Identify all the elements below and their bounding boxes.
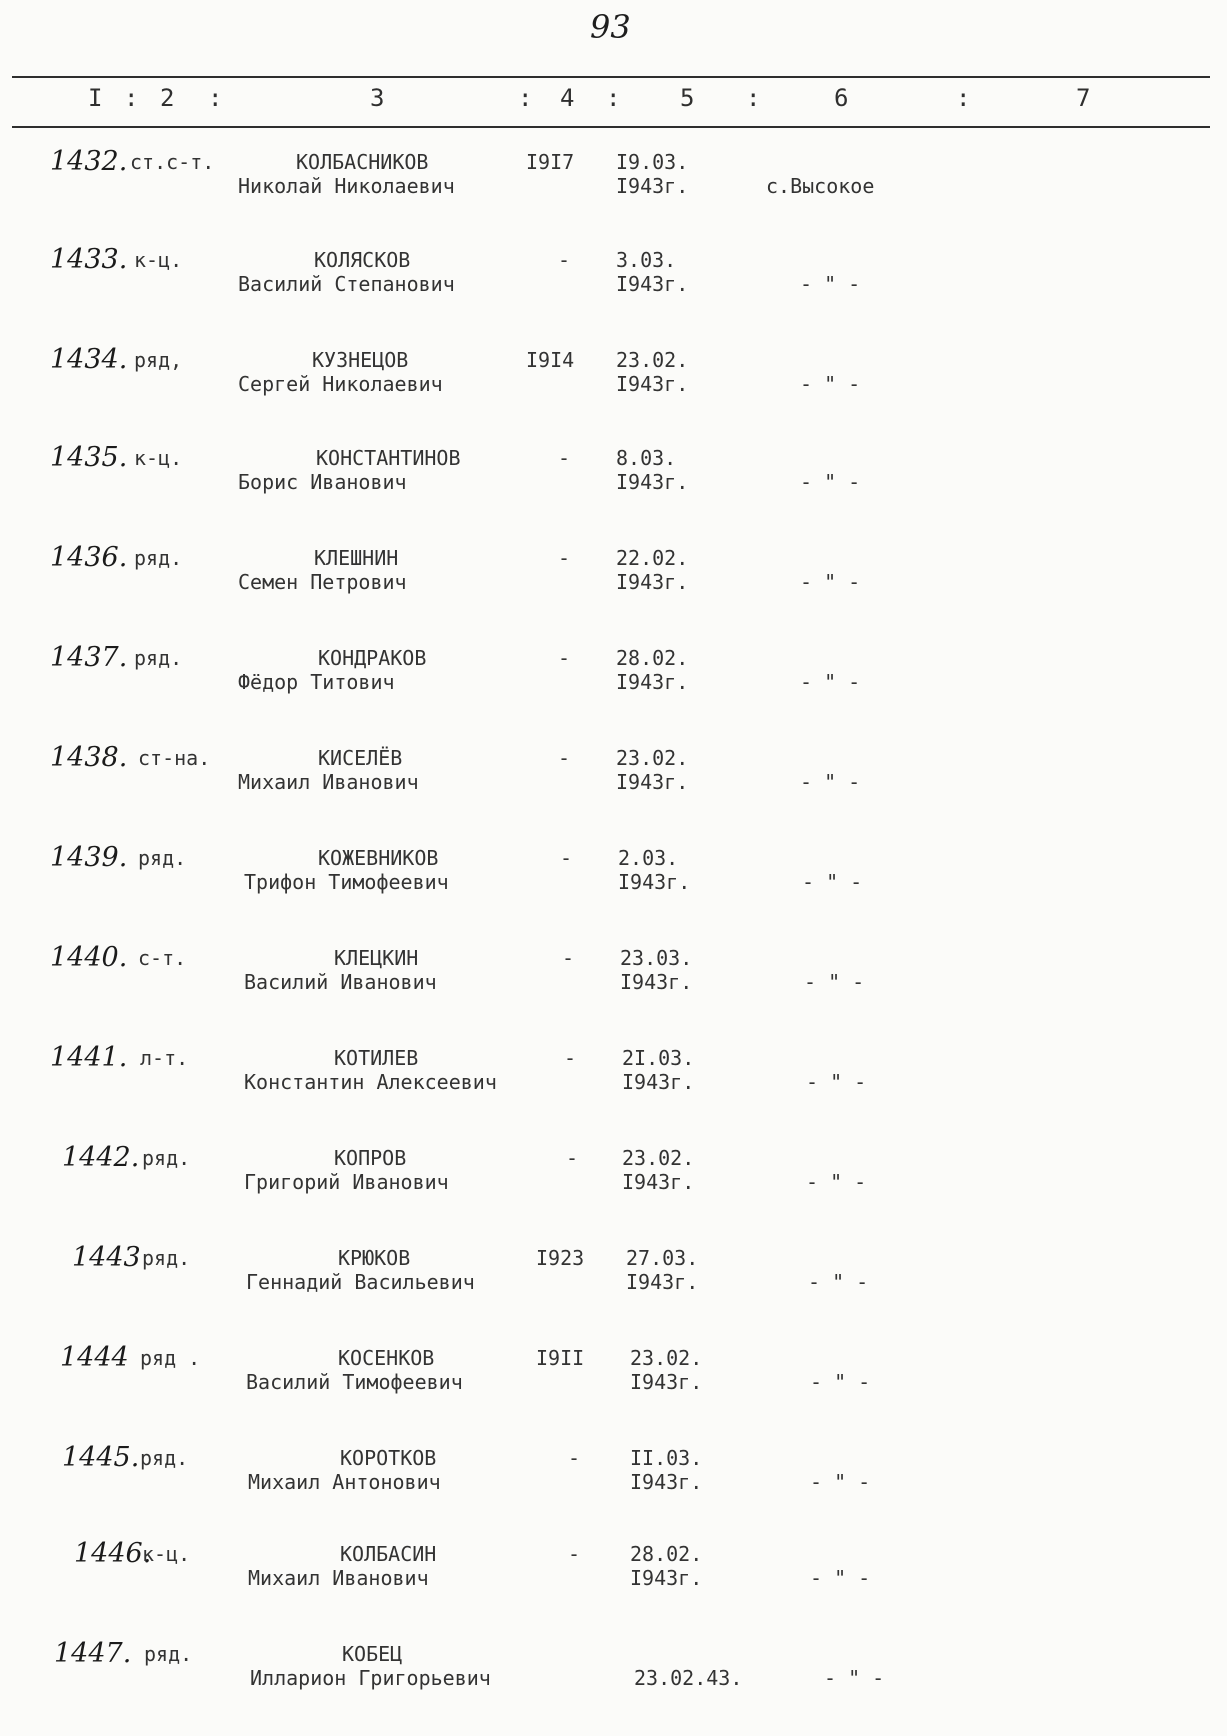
- record-place: - " -: [800, 470, 861, 494]
- header-rule-top: [12, 76, 1210, 78]
- record-rank: с-т.: [138, 946, 187, 970]
- record-place: - " -: [800, 570, 861, 594]
- record-date-day: 2I.03.: [622, 1046, 695, 1070]
- record-number: 1445.: [62, 1442, 140, 1473]
- record-birth-year: -: [568, 1446, 581, 1470]
- record-number: 1433.: [50, 244, 128, 275]
- record-birth-year: I9I7: [526, 150, 575, 174]
- col-header-sep-1: :: [124, 84, 139, 112]
- record-date-year: I943г.: [616, 770, 689, 794]
- record-rank: ряд.: [142, 1246, 191, 1270]
- col-header-sep-6: :: [956, 84, 971, 112]
- record-place: - " -: [806, 1070, 867, 1094]
- record-date-year: I943г.: [630, 1370, 703, 1394]
- record-row: [0, 1344, 1227, 1434]
- record-birth-year: I9II: [536, 1346, 585, 1370]
- record-birth-year: -: [558, 746, 571, 770]
- col-header-1: I: [88, 84, 103, 112]
- record-date-year: I943г.: [626, 1270, 699, 1294]
- record-birth-year: -: [558, 446, 571, 470]
- record-given-names: Василий Тимофеевич: [246, 1370, 463, 1394]
- record-date-day: 3.03.: [616, 248, 677, 272]
- record-number: 1442.: [62, 1142, 140, 1173]
- record-place: - " -: [804, 970, 865, 994]
- page-number: 93: [590, 8, 631, 46]
- record-date-day: 28.02.: [630, 1542, 703, 1566]
- record-number: 1432.: [50, 146, 128, 177]
- record-given-names: Семен Петрович: [238, 570, 407, 594]
- record-surname: КОТИЛЕВ: [334, 1046, 419, 1070]
- col-header-3: 3: [370, 84, 385, 112]
- record-row: [0, 1540, 1227, 1630]
- record-row: [0, 1444, 1227, 1534]
- record-row: [0, 544, 1227, 634]
- record-surname: КОЛБАСИН: [340, 1542, 437, 1566]
- record-given-names: Василий Иванович: [244, 970, 437, 994]
- record-given-names: Борис Иванович: [238, 470, 407, 494]
- record-number: 1436.: [50, 542, 128, 573]
- col-header-6: 6: [834, 84, 849, 112]
- record-date-year: I943г.: [622, 1070, 695, 1094]
- record-place: с.Высокое: [766, 174, 875, 198]
- record-rank: ряд.: [142, 1146, 191, 1170]
- record-given-names: Василий Степанович: [238, 272, 455, 296]
- record-row: [0, 148, 1227, 238]
- col-header-2: 2: [160, 84, 175, 112]
- record-given-names: Григорий Иванович: [244, 1170, 449, 1194]
- record-row: [0, 1244, 1227, 1334]
- record-birth-year: -: [558, 546, 571, 570]
- header-rule-bottom: [12, 126, 1210, 128]
- record-surname: КОЛЯСКОВ: [314, 248, 411, 272]
- record-row: [0, 644, 1227, 734]
- record-surname: КОЛБАСНИКОВ: [296, 150, 429, 174]
- record-number: 1446.: [74, 1538, 152, 1569]
- record-birth-year: I923: [536, 1246, 585, 1270]
- record-date-day: I9.03.: [616, 150, 689, 174]
- record-place: - " -: [810, 1370, 871, 1394]
- record-number: 1444: [60, 1342, 129, 1373]
- record-date-year: I943г.: [616, 470, 689, 494]
- record-date-day: 8.03.: [616, 446, 677, 470]
- record-given-names: Трифон Тимофеевич: [244, 870, 449, 894]
- record-date-year: I943г.: [616, 372, 689, 396]
- record-given-names: Михаил Иванович: [238, 770, 419, 794]
- record-row: [0, 844, 1227, 934]
- record-date-year: I943г.: [630, 1470, 703, 1494]
- record-given-names: Константин Алексеевич: [244, 1070, 497, 1094]
- record-rank: к-ц.: [142, 1542, 191, 1566]
- record-rank: л-т.: [140, 1046, 189, 1070]
- record-number: 1441.: [50, 1042, 128, 1073]
- record-given-names: Фёдор Титович: [238, 670, 395, 694]
- record-surname: КОБЕЦ: [342, 1642, 403, 1666]
- record-number: 1440.: [50, 942, 128, 973]
- record-birth-year: -: [564, 1046, 577, 1070]
- record-given-names: Михаил Антонович: [248, 1470, 441, 1494]
- record-date-day: 23.02.: [622, 1146, 695, 1170]
- record-row: [0, 1640, 1227, 1730]
- record-date-year: I943г.: [618, 870, 691, 894]
- record-place: - " -: [810, 1470, 871, 1494]
- record-surname: КЛЕЦКИН: [334, 946, 419, 970]
- record-number: 1437.: [50, 642, 128, 673]
- record-given-names: Геннадий Васильевич: [246, 1270, 475, 1294]
- record-rank: ряд.: [134, 546, 183, 570]
- record-birth-year: -: [558, 646, 571, 670]
- record-date-day: 23.03.: [620, 946, 693, 970]
- record-date-day: 23.02.: [616, 348, 689, 372]
- record-date-year: I943г.: [630, 1566, 703, 1590]
- record-surname: КУЗНЕЦОВ: [312, 348, 409, 372]
- col-header-4: 4: [560, 84, 575, 112]
- record-rank: к-ц.: [134, 248, 183, 272]
- record-rank: ст.с-т.: [130, 150, 215, 174]
- col-header-sep-3: :: [518, 84, 533, 112]
- record-date-year: I943г.: [616, 570, 689, 594]
- record-date-full: 23.02.43.: [634, 1666, 743, 1690]
- record-date-day: II.03.: [630, 1446, 703, 1470]
- record-rank: к-ц.: [134, 446, 183, 470]
- record-date-day: 23.02.: [616, 746, 689, 770]
- col-header-7: 7: [1076, 84, 1091, 112]
- record-date-day: 28.02.: [616, 646, 689, 670]
- record-row: [0, 744, 1227, 834]
- record-birth-year: -: [562, 946, 575, 970]
- record-rank: ряд.: [144, 1642, 193, 1666]
- record-birth-year: -: [560, 846, 573, 870]
- record-rank: ряд.: [134, 646, 183, 670]
- record-rank: ряд.: [140, 1446, 189, 1470]
- record-date-day: 27.03.: [626, 1246, 699, 1270]
- record-row: [0, 346, 1227, 436]
- record-row: [0, 1144, 1227, 1234]
- record-date-year: I943г.: [616, 670, 689, 694]
- record-rank: ряд,: [134, 348, 183, 372]
- record-surname: КИСЕЛЁВ: [318, 746, 403, 770]
- col-header-sep-5: :: [746, 84, 761, 112]
- record-surname: КОПРОВ: [334, 1146, 407, 1170]
- record-number: 1434.: [50, 344, 128, 375]
- record-rank: ряд.: [138, 846, 187, 870]
- record-number: 1443: [72, 1242, 141, 1273]
- record-row: [0, 246, 1227, 336]
- record-birth-year: -: [568, 1542, 581, 1566]
- record-rank: ряд .: [140, 1346, 201, 1370]
- record-number: 1439.: [50, 842, 128, 873]
- record-number: 1438.: [50, 742, 128, 773]
- record-birth-year: -: [566, 1146, 579, 1170]
- record-rank: ст-на.: [138, 746, 211, 770]
- record-surname: КОНДРАКОВ: [318, 646, 427, 670]
- record-row: [0, 1044, 1227, 1134]
- col-header-sep-2: :: [208, 84, 223, 112]
- record-place: - " -: [802, 870, 863, 894]
- record-place: - " -: [800, 372, 861, 396]
- record-place: - " -: [800, 272, 861, 296]
- record-birth-year: I9I4: [526, 348, 575, 372]
- record-number: 1447.: [54, 1638, 132, 1669]
- record-place: - " -: [808, 1270, 869, 1294]
- record-date-year: I943г.: [622, 1170, 695, 1194]
- record-place: - " -: [800, 670, 861, 694]
- record-surname: КЛЕШНИН: [314, 546, 399, 570]
- record-date-day: 22.02.: [616, 546, 689, 570]
- record-surname: КРЮКОВ: [338, 1246, 411, 1270]
- col-header-5: 5: [680, 84, 695, 112]
- record-date-day: 23.02.: [630, 1346, 703, 1370]
- record-place: - " -: [810, 1566, 871, 1590]
- record-given-names: Илларион Григорьевич: [250, 1666, 491, 1690]
- record-place: - " -: [824, 1666, 885, 1690]
- record-date-year: I943г.: [616, 272, 689, 296]
- record-number: 1435.: [50, 442, 128, 473]
- record-given-names: Сергей Николаевич: [238, 372, 443, 396]
- record-surname: КОЖЕВНИКОВ: [318, 846, 439, 870]
- record-given-names: Михаил Иванович: [248, 1566, 429, 1590]
- record-place: - " -: [806, 1170, 867, 1194]
- record-date-day: 2.03.: [618, 846, 679, 870]
- record-row: [0, 944, 1227, 1034]
- record-date-year: I943г.: [616, 174, 689, 198]
- record-row: [0, 444, 1227, 534]
- col-header-sep-4: :: [606, 84, 621, 112]
- record-given-names: Николай Николаевич: [238, 174, 455, 198]
- record-surname: КОРОТКОВ: [340, 1446, 437, 1470]
- record-place: - " -: [800, 770, 861, 794]
- record-surname: КОСЕНКОВ: [338, 1346, 435, 1370]
- record-surname: КОНСТАНТИНОВ: [316, 446, 461, 470]
- record-birth-year: -: [558, 248, 571, 272]
- record-date-year: I943г.: [620, 970, 693, 994]
